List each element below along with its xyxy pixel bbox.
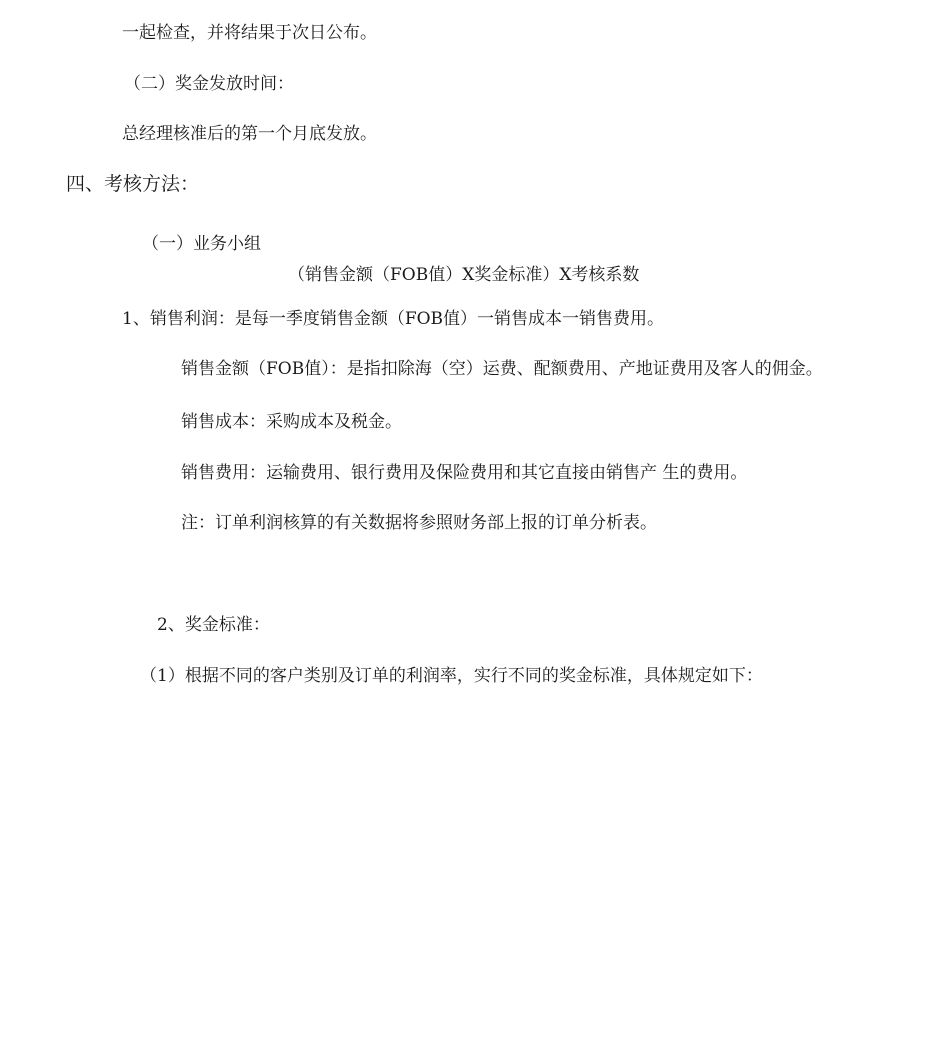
text-line-bonus-standard-rule: （1）根据不同的客户类别及订单的利润率，实行不同的奖金标准，具体规定如下： <box>140 666 763 686</box>
item-sales-profit: 1、销售利润：是每一季度销售金额（FOB值）一销售成本一销售费用。 <box>122 309 665 329</box>
formula-bonus: （销售金额（FOB值）X奖金标准）X考核系数 <box>288 265 640 285</box>
text-line-payout-schedule: 总经理核准后的第一个月底发放。 <box>122 124 377 144</box>
subheading-business-group: （一）业务小组 <box>142 234 261 254</box>
section-heading-assessment-method: 四、考核方法： <box>66 173 200 195</box>
definition-sales-expense: 销售费用：运输费用、银行费用及保险费用和其它直接由销售产 生的费用。 <box>181 463 748 483</box>
definition-sales-cost: 销售成本：采购成本及税金。 <box>181 412 402 432</box>
text-line-inspection-announce: 一起检查，并将结果于次日公布。 <box>122 23 377 43</box>
subheading-bonus-payout-time: （二）奖金发放时间： <box>124 74 294 94</box>
note-order-profit: 注：订单利润核算的有关数据将参照财务部上报的订单分析表。 <box>181 513 657 533</box>
definition-sales-amount: 销售金额（FOB值）：是指扣除海（空）运费、配额费用、产地证费用及客人的佣金。 <box>181 359 823 379</box>
item-bonus-standard: 2、奖金标准： <box>157 615 270 635</box>
